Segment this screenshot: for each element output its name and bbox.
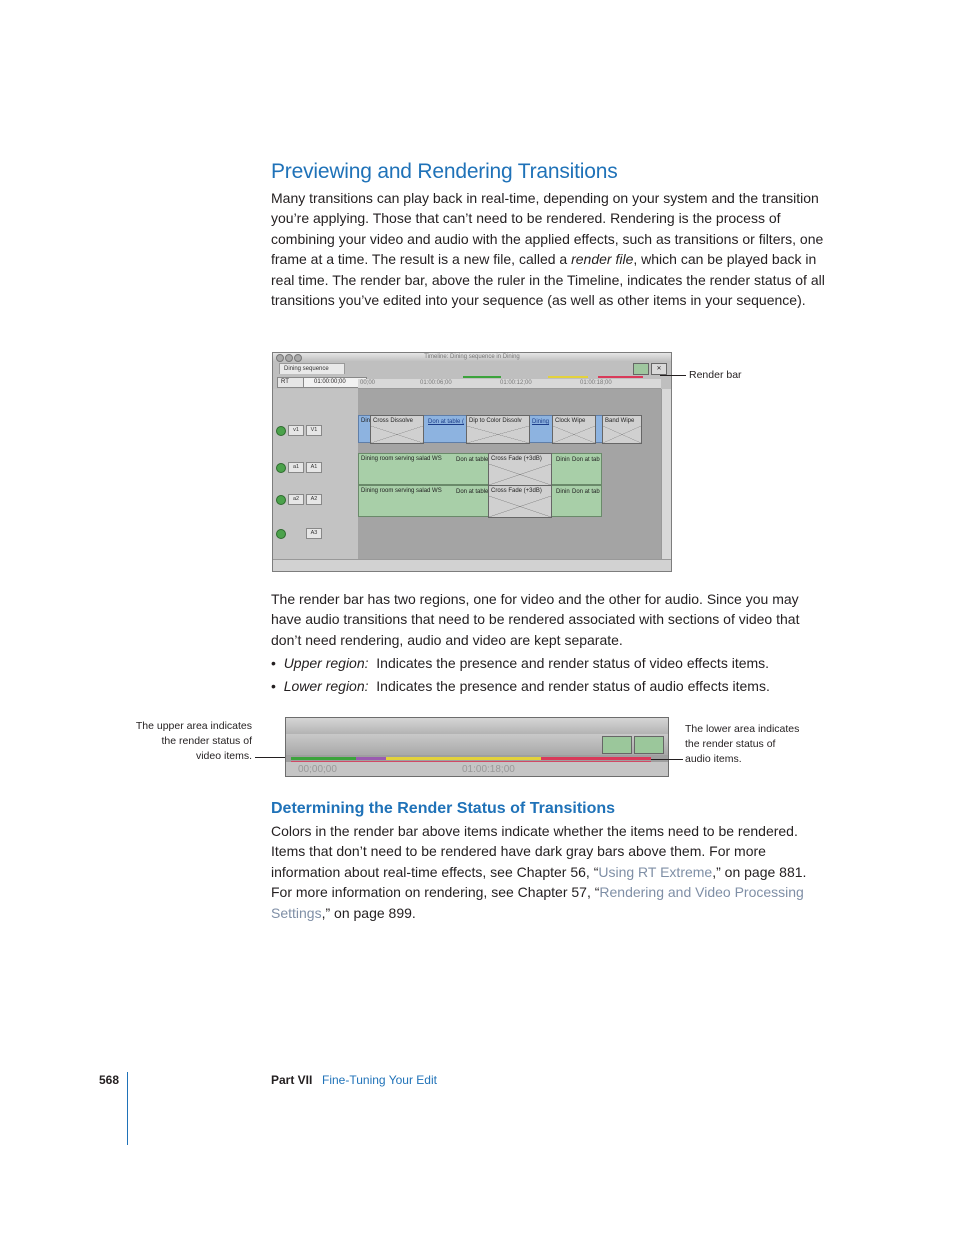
audio-enable-icon[interactable] <box>276 529 286 539</box>
upper-yellow-segment <box>386 757 541 760</box>
upper-green-segment <box>291 757 356 760</box>
dest-track-v1[interactable]: V1 <box>306 425 322 436</box>
footer-rule <box>127 1072 128 1145</box>
dest-track-a2[interactable]: A2 <box>306 494 322 505</box>
timeline-screenshot <box>272 352 672 572</box>
ruler-mark: 01:00:12;00 <box>500 380 532 386</box>
rt-menu-button[interactable]: RT <box>277 377 304 388</box>
dest-track-a1[interactable]: A1 <box>306 462 322 473</box>
emphasis-render-file: render file <box>571 251 634 268</box>
timecode-field[interactable]: 01:00:00;00 <box>303 377 367 388</box>
closeup-ruler <box>286 762 668 776</box>
ruler-mark: 00;00;00 <box>298 764 337 775</box>
audio-enable-icon[interactable] <box>276 495 286 505</box>
audio-transition[interactable]: Cross Fade (+3dB) <box>488 453 552 486</box>
footer-chapter-title: Fine-Tuning Your Edit <box>322 1073 437 1087</box>
zoom-window-icon[interactable] <box>294 354 302 362</box>
clip-label: Dinin <box>556 489 570 495</box>
minimize-window-icon[interactable] <box>285 354 293 362</box>
render-bar-callout: Render bar <box>689 369 742 381</box>
render-bar-yellow <box>548 376 588 378</box>
ruler-mark: 01:00:18;00 <box>580 380 612 386</box>
linking-icon[interactable] <box>634 736 664 754</box>
audio-clip-strip-a1[interactable]: Dining room serving salad WS <box>358 453 602 485</box>
render-bar-callout-line <box>660 375 686 376</box>
video-transition[interactable]: Cross Dissolve <box>370 415 424 444</box>
clip-label: Don at table <box>456 489 489 495</box>
track-area[interactable] <box>358 389 661 559</box>
audio-clip-strip-a2[interactable]: Dining room serving salad WS <box>358 485 602 517</box>
render-bar-closeup <box>285 717 669 777</box>
video-transition[interactable]: Clock Wipe <box>552 415 596 444</box>
clip-label: Dinin <box>556 457 570 463</box>
render-bar-red <box>598 376 643 378</box>
video-transition[interactable]: Band Wipe <box>602 415 642 444</box>
tab-dining-sequence[interactable]: Dining sequence <box>279 363 345 374</box>
source-patch-a1[interactable]: a1 <box>288 462 304 473</box>
page-number: 568 <box>99 1073 120 1087</box>
clip-label: Don at table <box>456 457 489 463</box>
snapping-icon[interactable] <box>602 736 632 754</box>
upper-red-segment <box>541 757 651 760</box>
callout-lower: The lower area indicates the render status of audio items. <box>685 723 800 765</box>
clip-label: Din <box>361 418 371 424</box>
subheading: Determining the Render Status of Transitions <box>271 800 616 817</box>
intro-paragraph: Many transitions can play back in real-time, depending on your system and the transition you’re applying. Those that can’t need to be rendered. Rendering is the process of combining your video and audio with the applied effects, such as transitions or filters, one frame at a time. The result is a new file, called a render file, which can be played back in real time. The render bar, above the ruler in the Timeline, indicates the render status of all transitions you’ve edited into your sequence (as well as other items in your sequence). <box>271 190 825 309</box>
track-headers <box>273 389 359 559</box>
track-visibility-icon[interactable] <box>276 426 286 436</box>
clip-label: Don at tab <box>572 489 600 495</box>
audio-enable-icon[interactable] <box>276 463 286 473</box>
timeline-ruler[interactable] <box>358 379 661 389</box>
render-bar-paragraph: The render bar has two regions, one for video and the other for audio. Since you may have audio transitions that need to be rendered associated with sections of video that don’t need rendering, audio and video are kept separate. <box>271 591 800 648</box>
ruler-mark: 00;00 <box>360 380 376 386</box>
ruler-mark: 01:00:06;00 <box>420 380 452 386</box>
clip-label: Don at tab <box>572 457 600 463</box>
bullet-upper: • Upper region: Indicates the presence and render status of video effects items. <box>271 655 770 671</box>
footer-part: Part VII <box>271 1073 313 1087</box>
render-status-paragraph: Colors in the render bar above items indicate whether the items need to be rendered. Items that don’t need to be rendered have dark gray bars above them. For more information about real-time effects, see Chapter 56, “Using RT Extreme,” on page 881. For more information on rendering, see Chapter 57, “Rendering and Video Processing Settings,” on page 899. <box>271 823 807 921</box>
horizontal-scrollbar[interactable] <box>273 559 671 571</box>
bullet-lower: • Lower region: Indicates the presence and render status of audio effects items. <box>271 678 770 694</box>
clip-label: Dining <box>532 419 550 425</box>
dest-track-a3[interactable]: A3 <box>306 528 322 539</box>
render-bar-green <box>463 376 501 378</box>
clip-label: Don at table ( <box>428 419 465 425</box>
close-window-icon[interactable] <box>276 354 284 362</box>
callout-upper: The upper area indicates the render status of video items. <box>135 720 252 762</box>
ruler-mark: 01:00:18;00 <box>462 764 515 775</box>
callout-lower-line <box>651 759 683 760</box>
upper-purple-segment <box>356 757 386 760</box>
link-using-rt-extreme[interactable]: Using RT Extreme <box>598 863 713 880</box>
section-heading: Previewing and Rendering Transitions <box>271 160 618 183</box>
video-transition[interactable]: Dip to Color Dissolv <box>466 415 530 444</box>
timeline-title: Timeline: Dining sequence in Dining <box>273 353 671 362</box>
vertical-scrollbar[interactable] <box>661 389 671 559</box>
audio-transition[interactable]: Cross Fade (+3dB) <box>488 485 552 518</box>
source-patch-v1[interactable]: v1 <box>288 425 304 436</box>
link-rendering-settings[interactable]: Rendering and Video Processing Settings <box>271 884 804 921</box>
source-patch-a2[interactable]: a2 <box>288 494 304 505</box>
callout-upper-line <box>255 757 287 758</box>
linking-toggle-icon[interactable]: ✕ <box>651 363 667 375</box>
snapping-toggle-icon[interactable] <box>633 363 649 375</box>
